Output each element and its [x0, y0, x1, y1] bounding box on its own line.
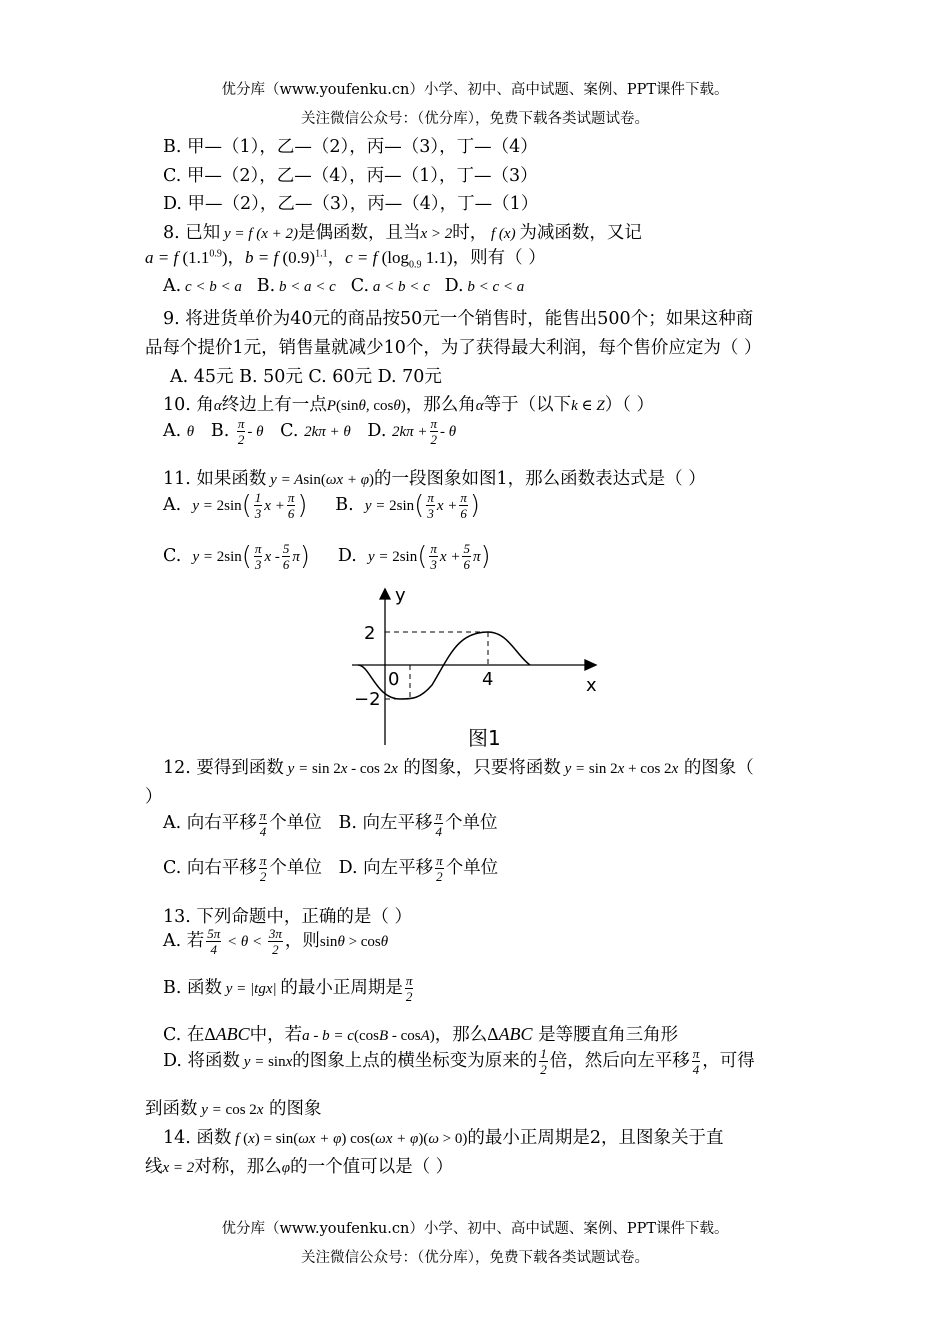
q13-option-a: A. 若 $\frac{5\pi}{4}$ < θ < $\frac{3\pi}{2}$ ，则sinθ > cosθ: [163, 926, 389, 957]
q14-stem: 14. 函数 f (x) = sin(ωx + φ) cos(ωx + φ)(ω > 0)的最小正周期是2，且图象关于直: [163, 1128, 724, 1148]
q9-line-2: 品每个提价1元，销售量就减少10个，为了获得最大利润，每个售价应定为（ ）: [145, 338, 762, 358]
tick-4: 4: [482, 669, 494, 690]
q9-line-1: 9. 将进货单价为40元的商品按50元一个销售时，能售出500个；如果这种商: [163, 309, 754, 329]
sine-graph-figure: [340, 585, 610, 750]
q9-options: A. 45元 B. 50元 C. 60元 D. 70元: [170, 367, 442, 387]
q8-options: A. c < b < a B. b < a < c C. a < b < c D. b < c < a: [163, 276, 525, 296]
tick-2: 2: [364, 623, 376, 644]
q11-options-cd: C. y = 2sin( $\frac{\pi}{3}$ x - $\frac{5}{6}$ π) D. y = 2sin( $\frac{\pi}{3}$ x + $\frac{5}{6}$ π): [163, 541, 491, 572]
q14-stem-cont: 线x = 2对称，那么φ的一个值可以是（ ）: [145, 1157, 454, 1177]
q12-stem: 12. 要得到函数 y = sin 2x - cos 2x 的图象，只要将函数 y = sin 2x + cos 2x 的图象（: [163, 758, 754, 778]
q8-stem: 8. 已知 y = f (x + 2)是偶函数，且当x > 2时， f (x) 为减函数，又记: [163, 223, 642, 243]
q13-option-b: B. 函数 y = |tgx| 的最小正周期是 $\frac{\pi}{2}$: [163, 973, 413, 1004]
q10-stem: 10. 角α终边上有一点P(sinθ, cosθ)，那么角α等于（以下k ∈ Z）（ ）: [163, 395, 655, 415]
q11-stem: 11. 如果函数 y = Asin(ωx + φ)的一段图象如图1，那么函数表达式是（ ）: [163, 469, 706, 489]
footer-line-1: 优分库（www.youfenku.cn）小学、初中、高中试题、案例、PPT课件下载。: [221, 1221, 729, 1237]
figure-caption: 图1: [468, 726, 501, 750]
y-label: y: [395, 585, 406, 606]
q12-stem-end: ）: [145, 787, 163, 807]
q8-definitions: a = f $(1.1^{0.9})$，b = f $(0.9)^{1.1}$，c = f ($\log_{0.9}$ 1.1)，则有（ ）: [145, 248, 546, 271]
y-axis-arrow: [380, 589, 390, 599]
q7-option-b: B. 甲—（1），乙—（2），丙—（3），丁—（4）: [163, 137, 538, 157]
header-line-2: 关注微信公众号：（优分库），免费下载各类试题试卷。: [301, 111, 649, 127]
q11-options-ab: A. y = 2sin( $\frac{1}{3}$ x + $\frac{\pi}{6}$ ) B. y = 2sin( $\frac{\pi}{3}$ x + $\frac{\pi}{6}$ ): [163, 490, 481, 521]
q13-option-c: C. 在ΔABC中，若a - b = c(cosB - cosA)，那么ΔABC 是等腰直角三角形: [163, 1024, 679, 1045]
q12-options-ab: A. 向右平移 $\frac{\pi}{4}$ 个单位 B. 向左平移 $\frac{\pi}{4}$ 个单位: [163, 808, 498, 839]
q10-options: A. θ B. $\frac{\pi}{2}$ - θ C. 2kπ + θ D. 2kπ + $\frac{\pi}{2}$ - θ: [163, 416, 457, 447]
q13-title: 13. 下列命题中，正确的是（ ）: [163, 907, 412, 927]
x-axis-arrow: [585, 660, 596, 670]
x-label: x: [586, 675, 597, 696]
footer-line-2: 关注微信公众号：（优分库），免费下载各类试题试卷。: [301, 1250, 649, 1266]
tick-neg2: −2: [354, 689, 381, 710]
q13-option-d-cont: 到函数 y = cos 2x 的图象: [145, 1099, 322, 1119]
tick-0: 0: [388, 669, 400, 690]
q7-option-d: D. 甲—（2），乙—（3），丙—（4），丁—（1）: [163, 194, 539, 214]
q7-option-c: C. 甲—（2），乙—（4），丙—（1），丁—（3）: [163, 166, 538, 186]
header-line-1: 优分库（www.youfenku.cn）小学、初中、高中试题、案例、PPT课件下载。: [221, 82, 729, 98]
q13-option-d: D. 将函数 y = sinx的图象上点的横坐标变为原来的 $\frac{1}{2}$ 倍，然后向左平移 $\frac{\pi}{4}$ ，可得: [163, 1046, 755, 1077]
q12-options-cd: C. 向右平移 $\frac{\pi}{2}$ 个单位 D. 向左平移 $\frac{\pi}{2}$ 个单位: [163, 853, 499, 884]
